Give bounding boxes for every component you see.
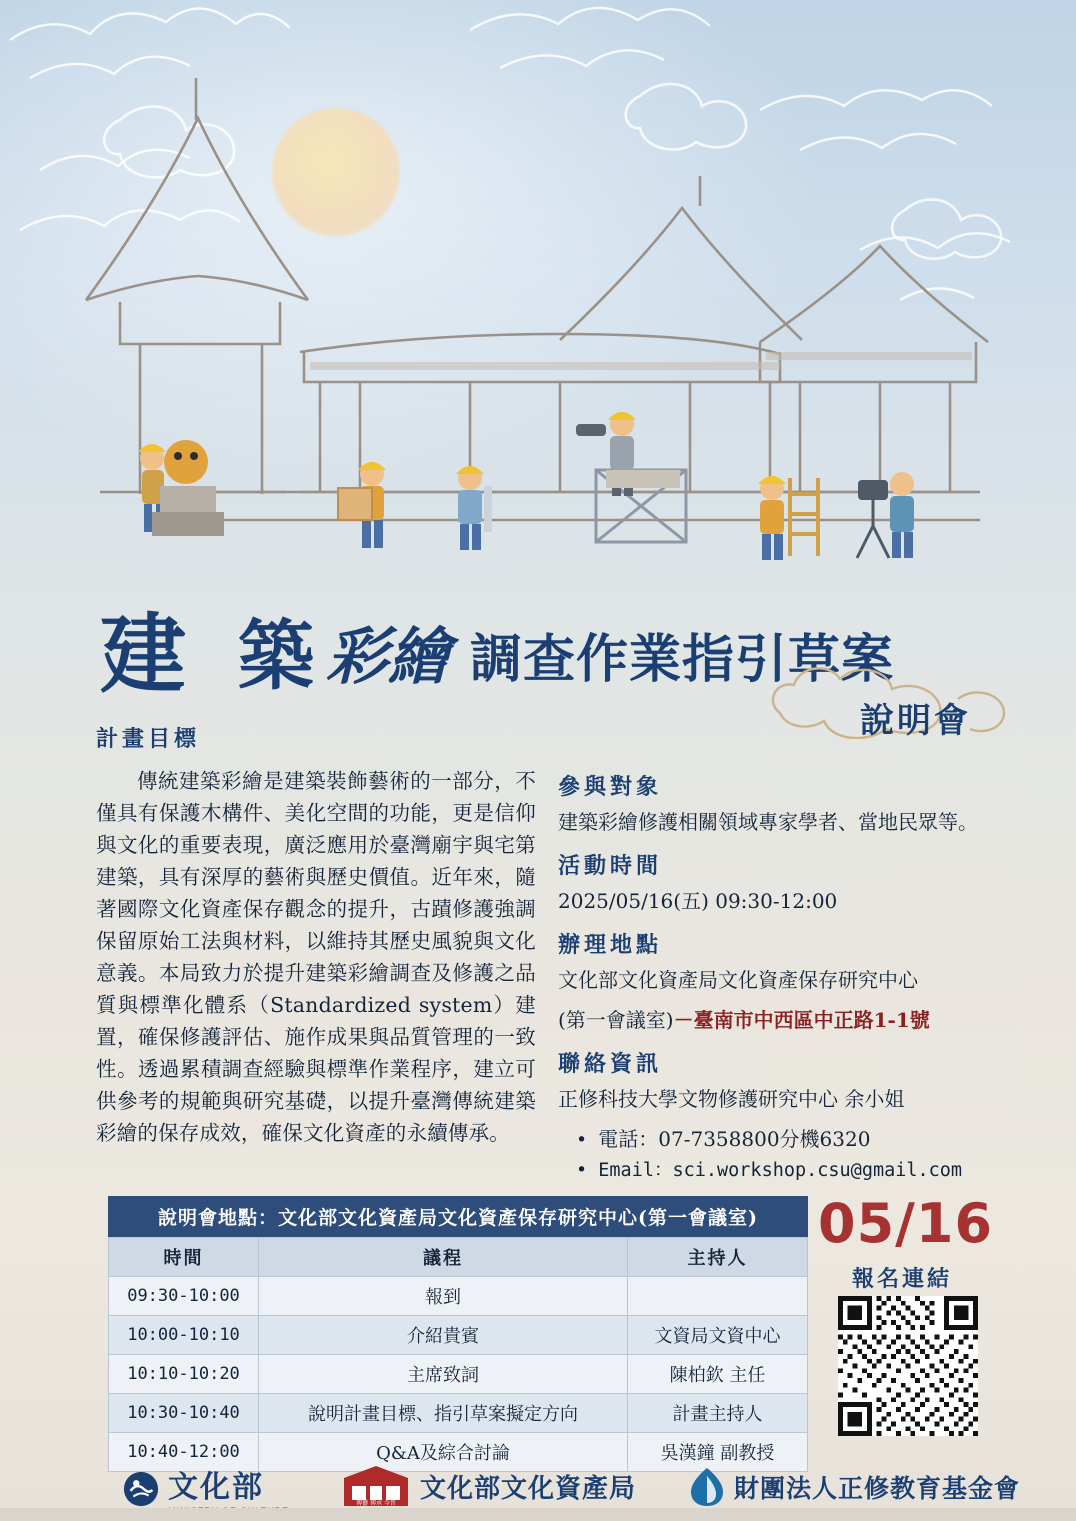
venue-heading: 辦理地點	[558, 932, 663, 958]
cell-host: 計畫主持人	[628, 1394, 808, 1433]
contact-phone: 電話：07-7358800分機6320	[598, 1127, 871, 1151]
cell-host: 文資局文資中心	[628, 1316, 808, 1355]
goal-section	[96, 722, 536, 1149]
contact-email[interactable]: Email：sci.workshop.csu@gmail.com	[598, 1160, 963, 1181]
logo-ministry-name: 文化部	[168, 1470, 264, 1505]
goal-heading: 計畫目標	[96, 726, 201, 752]
goal-body: 傳統建築彩繪是建築裝飾藝術的一部分，不僅具有保護木構件、美化空間的功能，更是信仰與文化的重要表現，廣泛應用於臺灣廟宇與宅第建築，具有深厚的藝術與歷史價值。近年來，隨著國際文化資產保存觀念的提升，古蹟修護強調保留原始工法與材料，以維持其歷史風貌與文化意義。本局致力於提升建築彩繪調查及修護之品質與標準化體系（Standardized system）建置，確保修護評估、施作成果與品質管理的一致性。透過累積調查經驗與標準作業程序，建立可供參考的規範與研究基礎，以提升臺灣傳統建築彩繪的保存成效，確保文化資產的永續傳承。	[96, 769, 536, 1145]
cell-agenda: 報到	[259, 1277, 628, 1316]
ministry-of-culture-mark-icon	[122, 1470, 160, 1508]
table-header-row	[109, 1238, 808, 1277]
venue-room: (第一會議室)	[558, 1008, 674, 1032]
info-section	[558, 770, 1028, 1186]
cell-time: 10:30-10:40	[109, 1394, 259, 1433]
bullet-dot-icon: •	[576, 1130, 588, 1151]
registration-qr-code[interactable]	[838, 1296, 978, 1436]
header-illustration	[0, 0, 1076, 600]
venue-address: －臺南市中西區中正路1-1號	[673, 1008, 930, 1032]
cell-agenda: 說明計畫目標、指引草案擬定方向	[259, 1394, 628, 1433]
table-row	[109, 1394, 808, 1433]
cell-time: 10:40-12:00	[109, 1433, 259, 1472]
time-heading: 活動時間	[558, 853, 663, 879]
cell-host	[628, 1277, 808, 1316]
title-char-3: 彩繪	[326, 620, 451, 693]
contact-phone-line	[558, 1124, 1028, 1156]
cell-time: 10:00-10:10	[109, 1316, 259, 1355]
cell-time: 10:10-10:20	[109, 1355, 259, 1394]
venue-line-2	[558, 1005, 1028, 1035]
schedule-table	[108, 1237, 808, 1472]
title-rest: 調查作業指引草案	[470, 629, 895, 690]
column-header-time: 時間	[109, 1238, 259, 1277]
cell-agenda: Q&A及綜合討論	[259, 1433, 628, 1472]
contact-email-line	[558, 1156, 1028, 1186]
contact-person: 正修科技大學文物修護研究中心 余小姐	[558, 1087, 905, 1111]
cell-agenda: 介紹貴賓	[259, 1316, 628, 1355]
schedule-table-block	[108, 1196, 808, 1472]
event-date-badge: 05/16	[818, 1192, 994, 1255]
svg-text:傳藝 傳承 今昔: 傳藝 傳承 今昔	[356, 1500, 396, 1507]
logo-cheng-shiu-foundation	[688, 1466, 1020, 1508]
logo-bureau-of-cultural-heritage	[340, 1464, 636, 1508]
table-row	[109, 1355, 808, 1394]
contact-heading: 聯絡資訊	[558, 1051, 663, 1077]
time-body: 2025/05/16(五) 09:30-12:00	[558, 889, 838, 913]
qr-label: 報名連結	[852, 1266, 953, 1292]
table-row	[109, 1316, 808, 1355]
foundation-leaf-icon	[688, 1466, 726, 1508]
cell-agenda: 主席致詞	[259, 1355, 628, 1394]
title-briefing-label: 說明會	[860, 701, 971, 741]
logo-bureau-name: 文化部文化資產局	[420, 1473, 637, 1504]
cell-host: 陳柏欽 主任	[628, 1355, 808, 1394]
bottom-band	[0, 1508, 1076, 1521]
audience-body: 建築彩繪修護相關領域專家學者、當地民眾等。	[558, 810, 978, 834]
cell-time: 09:30-10:00	[109, 1277, 259, 1316]
venue-line-1: 文化部文化資產局文化資產保存研究中心	[558, 968, 918, 992]
column-header-agenda: 議程	[259, 1238, 628, 1277]
table-row	[109, 1277, 808, 1316]
title-char-2: 築	[238, 611, 314, 700]
heritage-building-icon	[340, 1464, 412, 1508]
cloud-and-temple-illustration	[0, 0, 1076, 600]
title-char-1: 建	[100, 604, 188, 705]
cell-host: 吳漢鐘 副教授	[628, 1433, 808, 1472]
audience-heading: 參與對象	[558, 774, 663, 800]
column-header-host: 主持人	[628, 1238, 808, 1277]
bullet-dot-icon: •	[576, 1160, 588, 1181]
schedule-caption: 說明會地點：文化部文化資產局文化資產保存研究中心(第一會議室)	[108, 1196, 808, 1237]
logo-foundation-name: 財團法人正修教育基金會	[734, 1474, 1021, 1503]
